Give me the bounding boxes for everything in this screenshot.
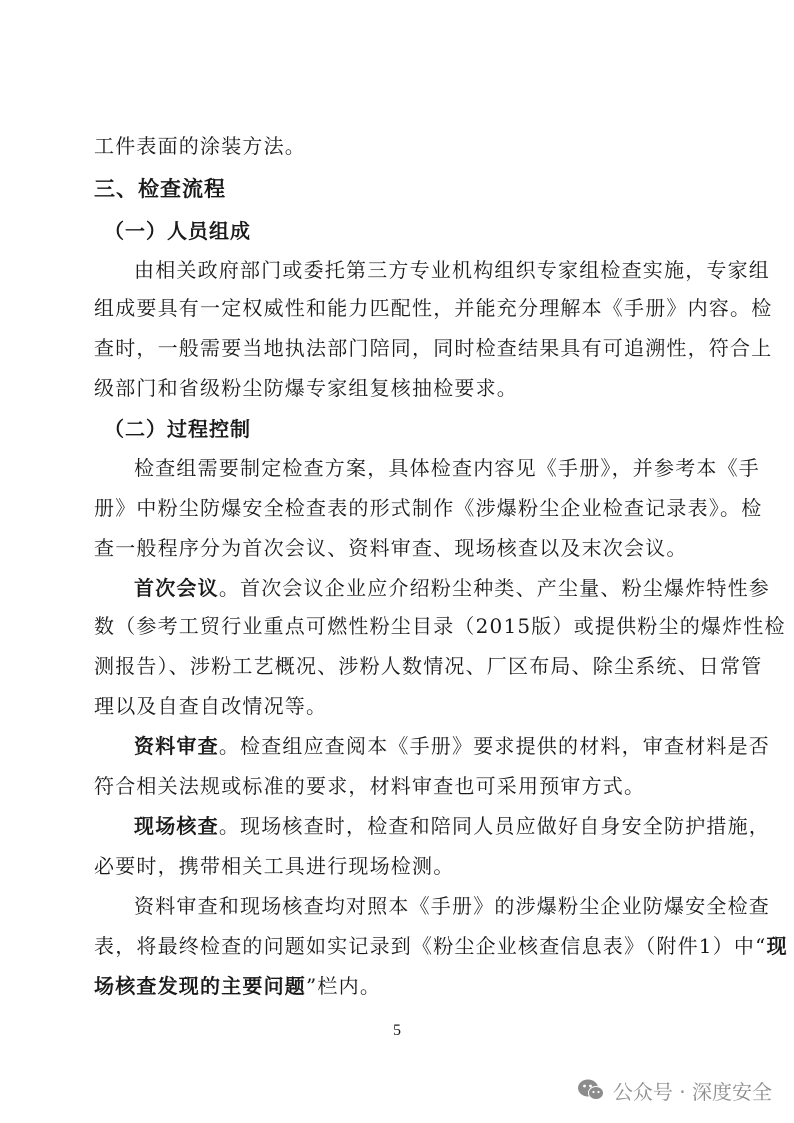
paragraph-line: 资料审查。检查组应查阅本《手册》要求提供的材料，审查材料是否 — [134, 734, 771, 758]
bold-term: 场核查发现的主要问题 — [94, 974, 306, 998]
paragraph-line: 理以及自查自改情况等。 — [94, 694, 328, 718]
watermark — [577, 1075, 772, 1105]
paragraph-line: 符合相关法规或标准的要求，材料审查也可采用预审方式。 — [94, 774, 646, 798]
page-number: 5 — [393, 1022, 401, 1039]
paragraph-line: 表，将最终检查的问题如实记录到《粉尘企业核查信息表》（附件1）中“现 — [94, 934, 788, 958]
bold-term-doc-review: 资料审查 — [134, 734, 219, 758]
paragraph-line: 测报告）、涉粉工艺概况、涉粉人数情况、厂区布局、除尘系统、日常管 — [94, 654, 763, 678]
paragraph-line: 组成要具有一定权威性和能力匹配性，并能充分理解本《手册》内容。检 — [94, 296, 773, 320]
bold-term-site-check: 现场核查 — [134, 814, 219, 838]
paragraph-line: 查时，一般需要当地执法部门陪同，同时检查结果具有可追溯性，符合上 — [94, 336, 773, 360]
paragraph-line: 数（参考工贸行业重点可燃性粉尘目录（2015版）或提供粉尘的爆炸性检 — [94, 614, 786, 638]
paragraph-line: 首次会议。首次会议企业应介绍粉尘种类、产尘量、粉尘爆炸特性参 — [134, 576, 771, 600]
subsection-heading-process: （二）过程控制 — [104, 417, 251, 441]
paragraph-line: 现场核查。现场核查时，检查和陪同人员应做好自身安全防护措施， — [134, 814, 771, 838]
paragraph-line: 由相关政府部门或委托第三方专业机构组织专家组检查实施，专家组 — [134, 258, 770, 282]
paragraph-line: 场核查发现的主要问题”栏内。 — [94, 974, 382, 998]
paragraph-line: 必要时，携带相关工具进行现场检测。 — [94, 854, 455, 878]
paragraph-line: 检查组需要制定检查方案，具体检查内容见《手册》，并参考本《手 — [134, 456, 760, 480]
subsection-heading-personnel: （一）人员组成 — [104, 219, 251, 243]
paragraph-line: 资料审查和现场核查均对照本《手册》的涉爆粉尘企业防爆安全检查 — [134, 894, 770, 918]
paragraph-line: 查一般程序分为首次会议、资料审查、现场核查以及末次会议。 — [94, 536, 688, 560]
bold-term: 现 — [766, 934, 788, 958]
watermark-text: 公众号 · 深度安全 — [612, 1079, 772, 1104]
paragraph-line: 级部门和省级粉尘防爆专家组复核抽检要求。 — [94, 376, 518, 400]
wechat-icon — [577, 1078, 605, 1102]
paragraph-line: 工件表面的涂装方法。 — [94, 134, 306, 158]
bold-term-first-meeting: 首次会议 — [134, 576, 219, 600]
paragraph-line: 册》中粉尘防爆安全检查表的形式制作《涉爆粉尘企业检查记录表》。检 — [94, 496, 763, 520]
section-heading: 三、检查流程 — [94, 177, 226, 201]
